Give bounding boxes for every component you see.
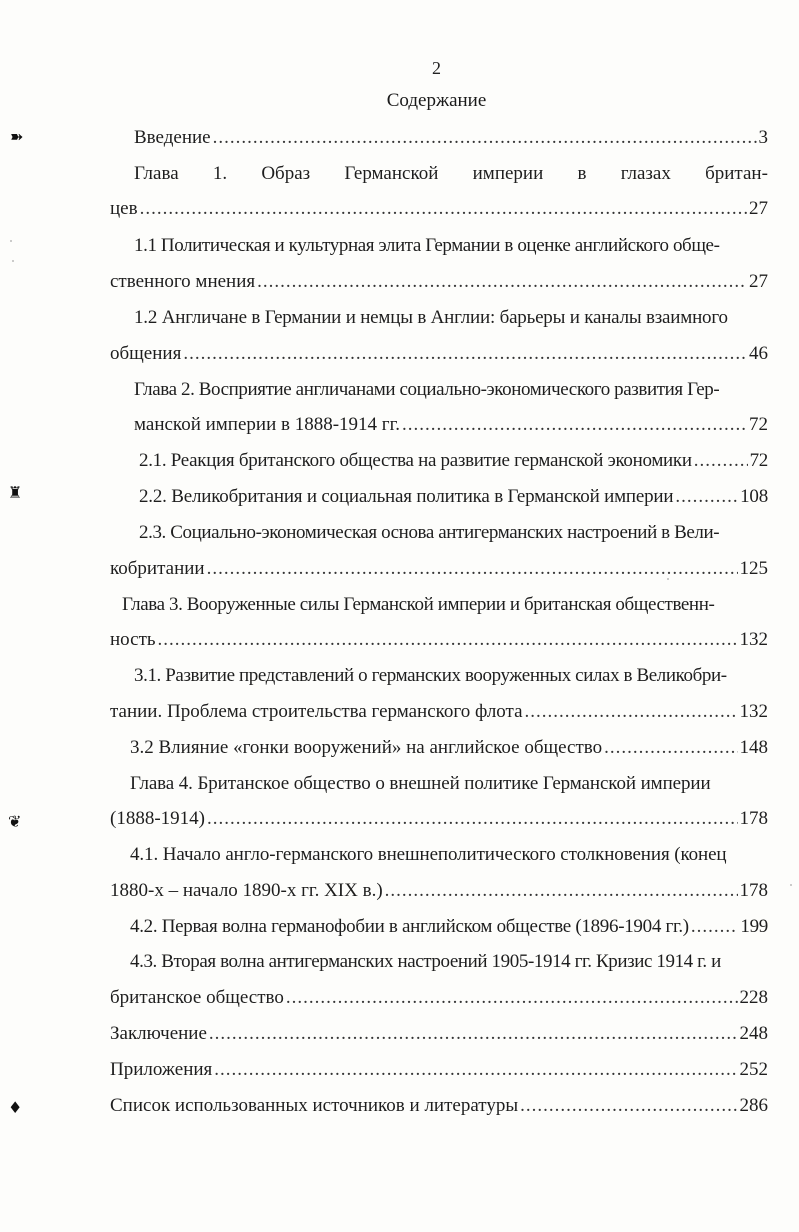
toc-entry-chapter-3[interactable]: Глава 3. Вооруженные силы Германской империи и британская общественн- xyxy=(122,594,715,615)
toc-entry-3-2[interactable] xyxy=(130,736,768,760)
toc-entry-1-1-cont[interactable] xyxy=(110,270,768,294)
toc-entry-label: 1880-х – начало 1890-х гг. XIX в.) xyxy=(110,880,383,901)
toc-entry-label: Список использованных источников и литературы xyxy=(110,1095,519,1116)
toc-entry-page: 286 xyxy=(739,1095,768,1116)
toc-entry-bibliography[interactable] xyxy=(110,1094,768,1118)
scan-speck xyxy=(10,240,12,242)
toc-entry-page: 248 xyxy=(739,1023,768,1044)
toc-entry-2-3[interactable]: 2.3. Социально-экономическая основа антигерманских настроений в Вели- xyxy=(139,522,720,543)
toc-entry-chapter-2[interactable]: Глава 2. Восприятие англичанами социально-экономического развития Гер- xyxy=(134,379,720,400)
dot-leader xyxy=(694,449,748,473)
toc-entry-page: 27 xyxy=(749,198,768,219)
toc-entry-appendices[interactable] xyxy=(110,1058,768,1082)
toc-entry-2-1[interactable] xyxy=(139,449,768,473)
binding-mark-icon: ♦ xyxy=(8,1098,23,1117)
dot-leader xyxy=(257,270,747,294)
toc-entry-4-3-cont[interactable] xyxy=(110,986,768,1010)
toc-entry-conclusion[interactable] xyxy=(110,1022,768,1046)
scan-speck xyxy=(667,578,669,580)
toc-entry-chapter-1-cont[interactable] xyxy=(110,197,768,221)
toc-word: империи xyxy=(472,163,544,184)
binding-mark-icon: ➽ xyxy=(10,127,24,146)
toc-entry-label: общения xyxy=(110,343,182,364)
toc-entry-label: 2.1. Реакция британского общества на развитие германской экономики xyxy=(139,450,692,471)
toc-entry-label: манской империи в 1888-1914 гг. xyxy=(134,414,400,435)
toc-entry-label: Введение xyxy=(134,127,211,148)
toc-entry-page: 108 xyxy=(740,486,768,507)
scan-speck xyxy=(12,260,14,262)
dot-leader xyxy=(402,413,747,437)
toc-entry-chapter-4-cont[interactable] xyxy=(110,807,768,831)
toc-entry-label: ность xyxy=(110,629,156,650)
toc-entry-label: 3.2 Влияние «гонки вооружений» на английское общество xyxy=(130,737,603,758)
toc-entry-chapter-4[interactable]: Глава 4. Британское общество о внешней политике Германской империи xyxy=(130,773,711,794)
toc-entry-label: тании. Проблема строительства германского флота xyxy=(110,701,523,722)
toc-entry-4-2[interactable] xyxy=(130,915,768,939)
toc-word: 1. xyxy=(212,163,228,184)
toc-entry-3-1[interactable]: 3.1. Развитие представлений о германских вооруженных силах в Великобри- xyxy=(134,665,727,686)
toc-entry-label: (1888-1914) xyxy=(110,808,205,829)
dot-leader xyxy=(286,986,738,1010)
toc-entry-page: 72 xyxy=(749,414,768,435)
toc-entry-page: 199 xyxy=(740,916,768,937)
toc-entry-label: Заключение xyxy=(110,1023,207,1044)
dot-leader xyxy=(213,126,757,150)
toc-entry-introduction[interactable] xyxy=(134,126,768,150)
toc-entry-page: 178 xyxy=(739,880,768,901)
toc-entry-page: 27 xyxy=(749,271,768,292)
binding-mark-icon: ♜ xyxy=(8,483,23,502)
toc-entry-4-1[interactable]: 4.1. Начало англо-германского внешнеполитического столкновения (конец xyxy=(130,844,727,865)
toc-entry-1-2-cont[interactable] xyxy=(110,342,768,366)
dot-leader xyxy=(691,915,739,939)
toc-entry-page: 148 xyxy=(739,737,768,758)
toc-entry-page: 252 xyxy=(739,1059,768,1080)
dot-leader xyxy=(604,736,737,760)
toc-word: Глава xyxy=(134,163,179,184)
dot-leader xyxy=(140,197,747,221)
dot-leader xyxy=(525,700,738,724)
toc-entry-chapter-2-cont[interactable] xyxy=(134,413,768,437)
page-number: 2 xyxy=(432,58,441,78)
dot-leader xyxy=(207,807,738,831)
dot-leader xyxy=(385,879,738,903)
dot-leader xyxy=(207,557,738,581)
toc-entry-1-2[interactable]: 1.2 Англичане в Германии и немцы в Англии: барьеры и каналы взаимного xyxy=(134,307,728,328)
toc-word: в xyxy=(577,163,587,184)
toc-entry-4-1-cont[interactable] xyxy=(110,879,768,903)
toc-entry-page: 46 xyxy=(749,343,768,364)
dot-leader xyxy=(675,485,738,509)
toc-entry-label: Приложения xyxy=(110,1059,213,1080)
toc-entry-label: цев xyxy=(110,198,138,219)
toc-entry-2-3-cont[interactable] xyxy=(110,557,768,581)
toc-entry-4-3[interactable]: 4.3. Вторая волна антигерманских настроений 1905-1914 гг. Кризис 1914 г. и xyxy=(130,951,721,972)
toc-entry-chapter-1[interactable] xyxy=(134,162,768,186)
scan-speck xyxy=(790,884,792,886)
toc-word: глазах xyxy=(620,163,671,184)
toc-entry-2-2[interactable] xyxy=(139,485,768,509)
toc-word: Образ xyxy=(261,163,311,184)
toc-entry-1-1[interactable]: 1.1 Политическая и культурная элита Германии в оценке английского обще- xyxy=(134,235,720,256)
toc-entry-label: британское общество xyxy=(110,987,284,1008)
toc-entry-page: 72 xyxy=(749,450,768,471)
dot-leader xyxy=(520,1094,737,1118)
toc-entry-page: 178 xyxy=(739,808,768,829)
toc-entry-label: 2.2. Великобритания и социальная политика в Германской империи xyxy=(139,486,674,507)
toc-word: Германской xyxy=(344,163,439,184)
page-title: Содержание xyxy=(386,90,487,111)
toc-entry-label: кобритании xyxy=(110,558,205,579)
toc-entry-page: 125 xyxy=(739,558,768,579)
dot-leader xyxy=(214,1058,737,1082)
toc-word: британ- xyxy=(705,163,768,184)
toc-entry-label: ственного мнения xyxy=(110,271,256,292)
toc-entry-page: 3 xyxy=(758,127,768,148)
toc-entry-3-1-cont[interactable] xyxy=(110,700,768,724)
dot-leader xyxy=(183,342,747,366)
dot-leader xyxy=(209,1022,738,1046)
toc-entry-page: 132 xyxy=(739,629,768,650)
dot-leader xyxy=(158,628,738,652)
toc-entry-label: 4.2. Первая волна германофобии в английском обществе (1896-1904 гг.) xyxy=(130,916,689,937)
toc-entry-chapter-3-cont[interactable] xyxy=(110,628,768,652)
toc-entry-page: 228 xyxy=(739,987,768,1008)
binding-mark-icon: ❦ xyxy=(8,812,22,831)
toc-entry-page: 132 xyxy=(739,701,768,722)
